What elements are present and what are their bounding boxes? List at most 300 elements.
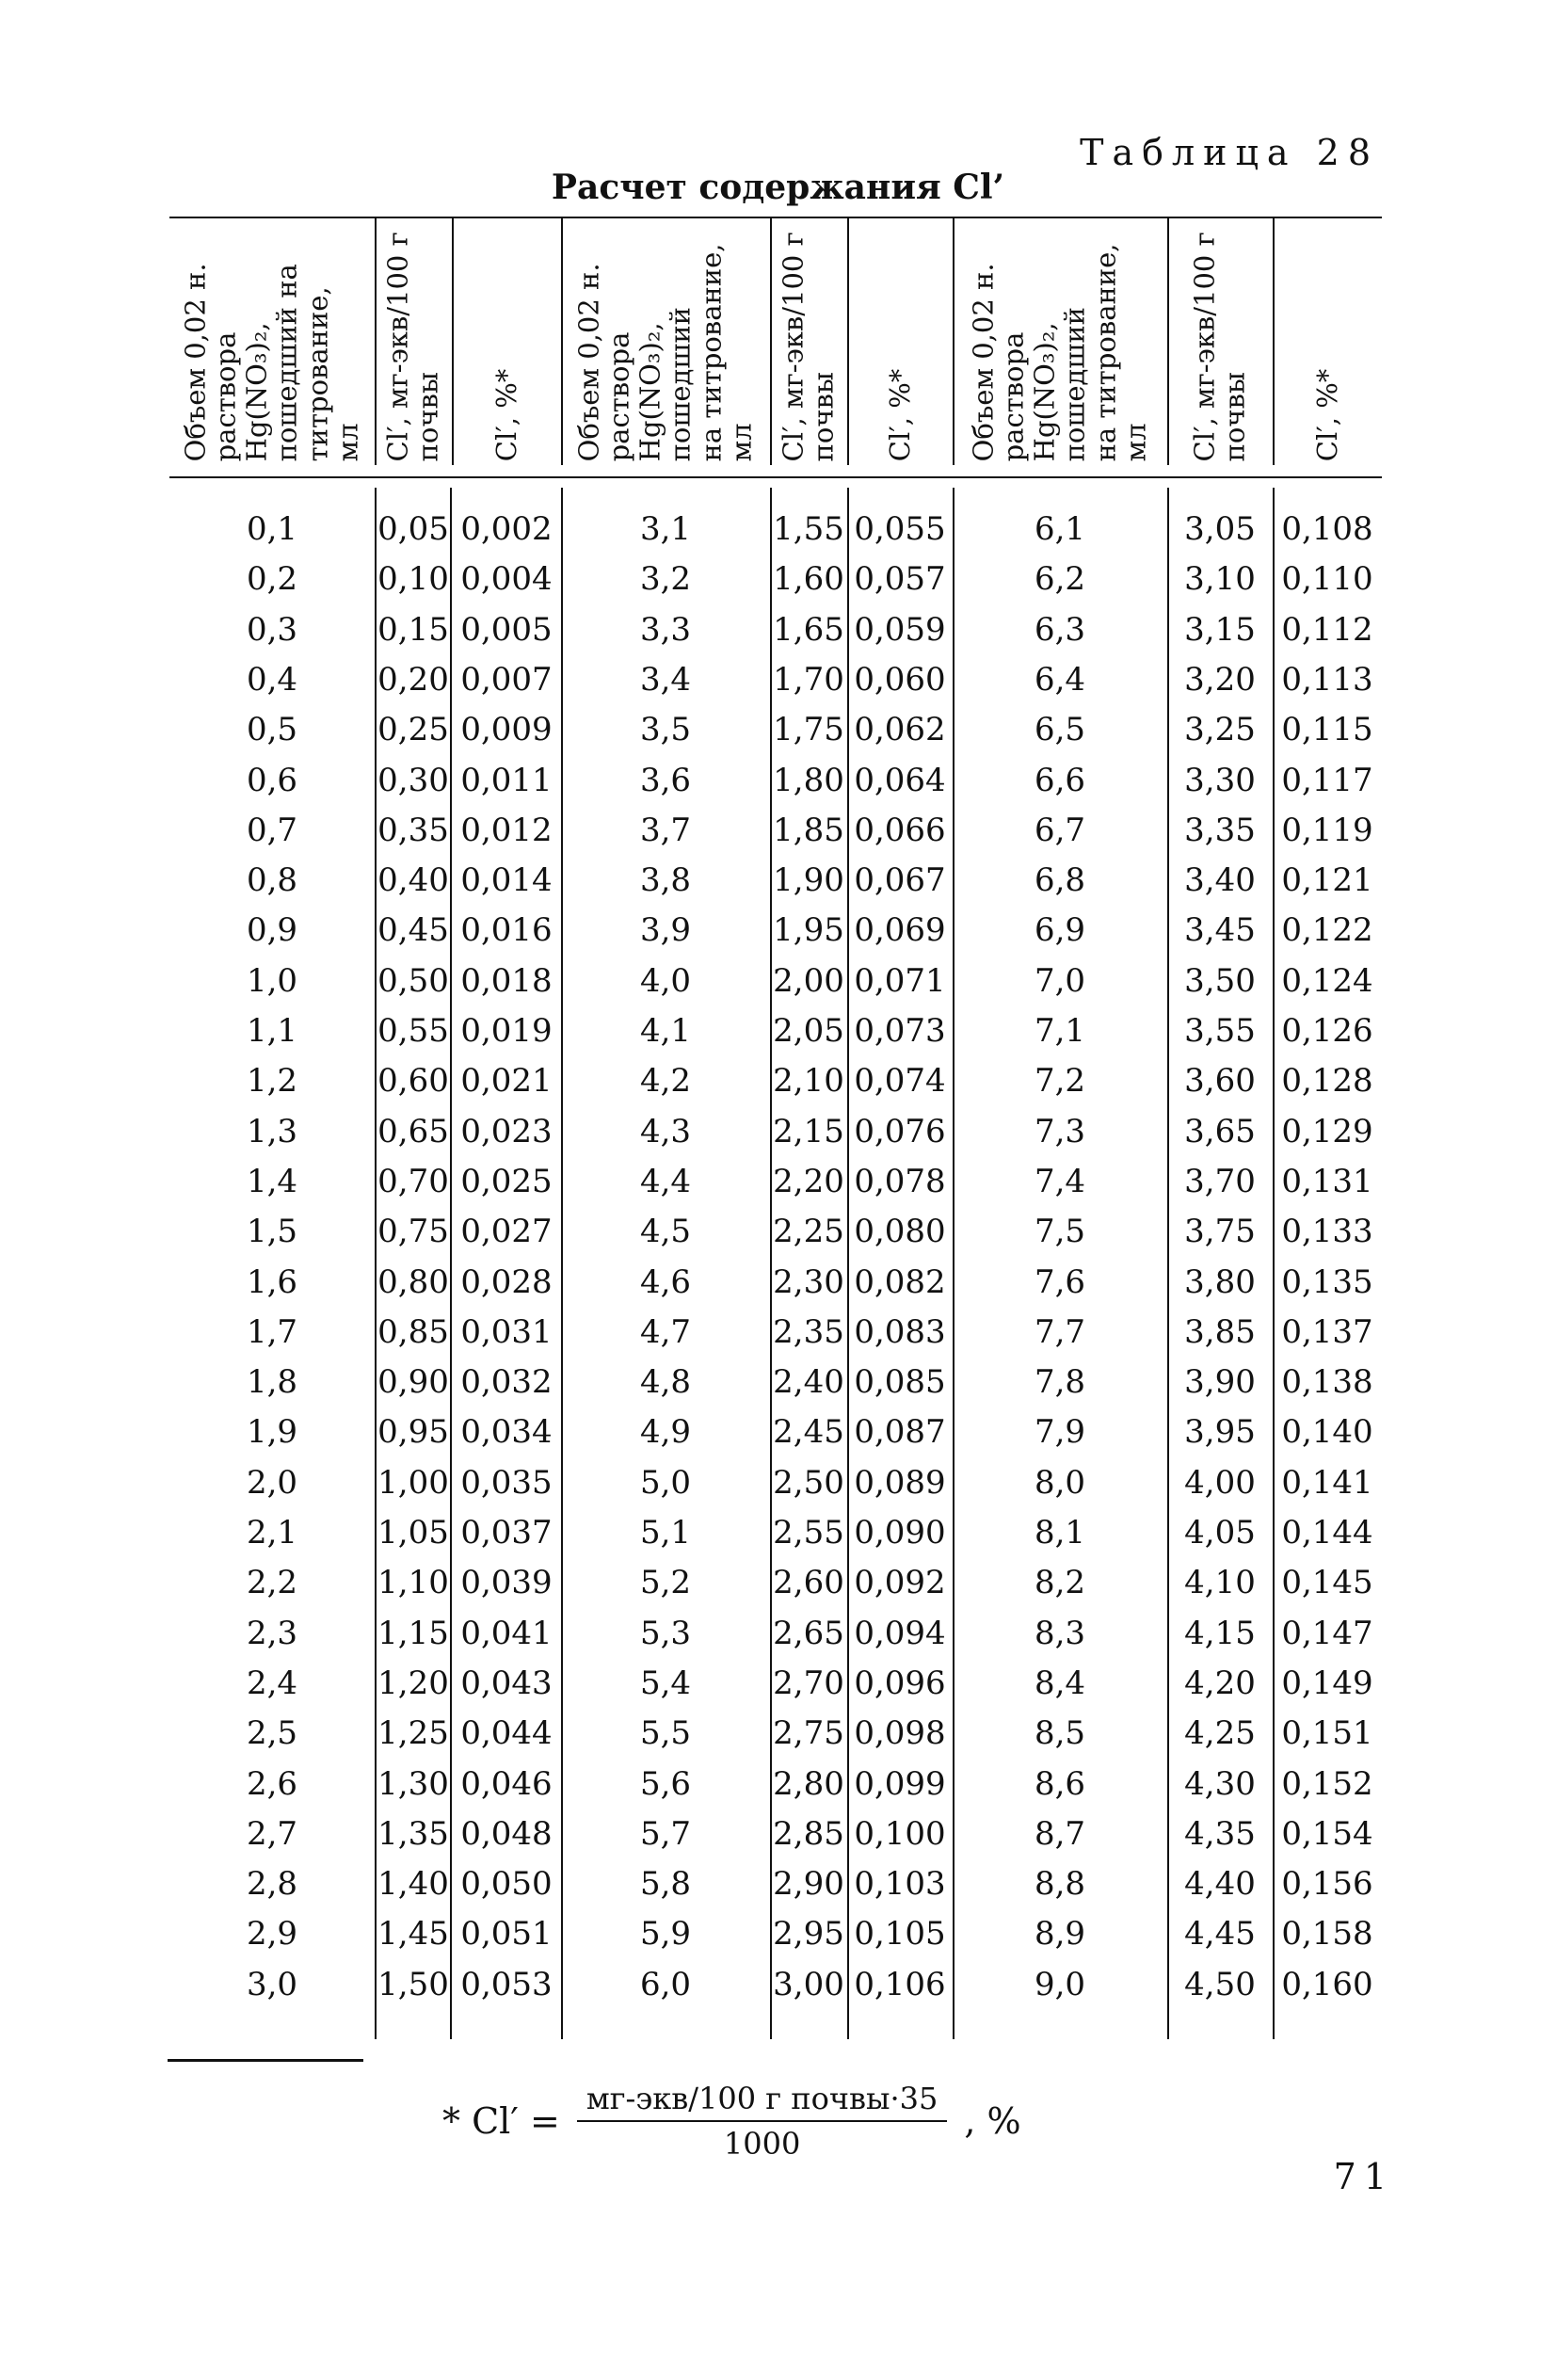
column-header-text: Объем 0,02 н. раствора Hg(NO₃)₂, пошедший на титрование, мл — [572, 243, 758, 461]
table-cell: 2,2 — [246, 1564, 298, 1602]
table-cell: 4,30 — [1184, 1764, 1256, 1803]
table-cell: 0,128 — [1281, 1062, 1373, 1101]
table-cell: 1,7 — [246, 1312, 298, 1351]
table-cell: 0,069 — [854, 911, 946, 950]
table-cell: 4,0 — [639, 961, 692, 1000]
table-cell: 2,8 — [246, 1865, 298, 1904]
table-cell: 2,4 — [246, 1664, 298, 1702]
column-header-8 — [1167, 218, 1273, 463]
table-cell: 1,30 — [377, 1764, 449, 1803]
table-cell: 0,122 — [1281, 911, 1373, 950]
table-cell: 1,3 — [246, 1112, 298, 1150]
table-cell: 0,096 — [854, 1664, 946, 1702]
table-cell: 0,131 — [1281, 1162, 1373, 1200]
table-cell: 4,1 — [639, 1012, 692, 1050]
table-cell: 0,90 — [377, 1363, 449, 1402]
table-cell: 0,082 — [854, 1262, 946, 1301]
table-cell: 0,089 — [854, 1463, 946, 1502]
table-cell: 8,0 — [1034, 1463, 1086, 1502]
table-cell: 1,4 — [246, 1162, 298, 1200]
table-cell: 1,45 — [377, 1915, 449, 1954]
table-cell: 4,05 — [1184, 1514, 1256, 1552]
table-cell: 2,6 — [246, 1764, 298, 1803]
table-cell: 2,30 — [773, 1262, 844, 1301]
table-cell: 0,050 — [460, 1865, 553, 1904]
table-cell: 4,40 — [1184, 1865, 1256, 1904]
table-cell: 1,35 — [377, 1814, 449, 1853]
table-cell: 0,4 — [246, 660, 298, 699]
column-header-9 — [1273, 218, 1382, 463]
table-cell: 4,10 — [1184, 1564, 1256, 1602]
column-header-6 — [847, 218, 953, 463]
table-cell: 1,25 — [377, 1714, 449, 1753]
footnote-rule — [168, 2059, 363, 2062]
table-cell: 5,3 — [639, 1614, 692, 1652]
table-cell: 0,078 — [854, 1162, 946, 1200]
table-cell: 0,85 — [377, 1312, 449, 1351]
table-cell: 4,15 — [1184, 1614, 1256, 1652]
column-header-text: Cl′, мг-экв/100 г почвы — [1188, 231, 1251, 461]
table-cell: 0,115 — [1281, 711, 1373, 749]
table-cell: 3,10 — [1184, 560, 1256, 599]
table-cell: 0,108 — [1281, 510, 1373, 548]
table-cell: 0,3 — [246, 610, 298, 649]
table-cell: 8,5 — [1034, 1714, 1086, 1753]
table-cell: 0,160 — [1281, 1965, 1373, 2003]
table-cell: 0,141 — [1281, 1463, 1373, 1502]
table-cell: 3,0 — [246, 1965, 298, 2003]
table-cell: 0,137 — [1281, 1312, 1373, 1351]
table-cell: 7,3 — [1034, 1112, 1086, 1150]
table-cell: 0,059 — [854, 610, 946, 649]
table-cell: 0,138 — [1281, 1363, 1373, 1402]
table-cell: 4,8 — [639, 1363, 692, 1402]
table-cell: 0,158 — [1281, 1915, 1373, 1954]
table-cell: 0,087 — [854, 1413, 946, 1452]
table-cell: 0,119 — [1281, 811, 1373, 849]
table-cell: 5,5 — [639, 1714, 692, 1753]
table-cell: 2,05 — [773, 1012, 844, 1050]
table-cell: 0,35 — [377, 811, 449, 849]
table-cell: 0,7 — [246, 811, 298, 849]
table-cell: 0,20 — [377, 660, 449, 699]
table-cell: 2,10 — [773, 1062, 844, 1101]
table-cell: 0,40 — [377, 861, 449, 900]
table-cell: 2,5 — [246, 1714, 298, 1753]
table-cell: 0,60 — [377, 1062, 449, 1101]
table-cell: 0,067 — [854, 861, 946, 900]
table-cell: 0,028 — [460, 1262, 553, 1301]
table-cell: 0,05 — [377, 510, 449, 548]
table-cell: 6,1 — [1034, 510, 1086, 548]
table-cell: 3,55 — [1184, 1012, 1256, 1050]
table-cell: 0,039 — [460, 1564, 553, 1602]
table-label: Таблица 28 — [1080, 132, 1379, 173]
table-cell: 0,145 — [1281, 1564, 1373, 1602]
table-cell: 2,0 — [246, 1463, 298, 1502]
table-cell: 0,110 — [1281, 560, 1373, 599]
table-cell: 0,044 — [460, 1714, 553, 1753]
table-cell: 8,7 — [1034, 1814, 1086, 1853]
table-cell: 1,8 — [246, 1363, 298, 1402]
table-cell: 0,152 — [1281, 1764, 1373, 1803]
table-cell: 1,20 — [377, 1664, 449, 1702]
table-cell: 3,9 — [639, 911, 692, 950]
table-cell: 3,40 — [1184, 861, 1256, 900]
table-cell: 5,0 — [639, 1463, 692, 1502]
table-cell: 0,70 — [377, 1162, 449, 1200]
table-cell: 3,20 — [1184, 660, 1256, 699]
table-cell: 8,3 — [1034, 1614, 1086, 1652]
table-cell: 5,4 — [639, 1664, 692, 1702]
table-cell: 0,80 — [377, 1262, 449, 1301]
column-header-7 — [953, 218, 1167, 463]
header-column-divider — [561, 218, 563, 465]
table-cell: 0,094 — [854, 1614, 946, 1652]
table-cell: 0,75 — [377, 1213, 449, 1251]
table-cell: 0,062 — [854, 711, 946, 749]
table-cell: 0,055 — [854, 510, 946, 548]
table-cell: 0,002 — [460, 510, 553, 548]
table-cell: 0,090 — [854, 1514, 946, 1552]
table-cell: 3,7 — [639, 811, 692, 849]
table-cell: 4,20 — [1184, 1664, 1256, 1702]
table-cell: 0,149 — [1281, 1664, 1373, 1702]
table-cell: 4,9 — [639, 1413, 692, 1452]
table-cell: 3,00 — [773, 1965, 844, 2003]
header-column-divider — [847, 218, 849, 465]
table-cell: 0,035 — [460, 1463, 553, 1502]
table-cell: 4,25 — [1184, 1714, 1256, 1753]
table-cell: 3,30 — [1184, 761, 1256, 799]
table-cell: 3,1 — [639, 510, 692, 548]
table-cell: 0,106 — [854, 1965, 946, 2003]
table-cell: 4,4 — [639, 1162, 692, 1200]
table-cell: 0,129 — [1281, 1112, 1373, 1150]
table-cell: 3,95 — [1184, 1413, 1256, 1452]
table-cell: 0,037 — [460, 1514, 553, 1552]
table-cell: 0,50 — [377, 961, 449, 1000]
table-cell: 1,15 — [377, 1614, 449, 1652]
table-cell: 1,1 — [246, 1012, 298, 1050]
table-cell: 0,105 — [854, 1915, 946, 1954]
table-cell: 0,112 — [1281, 610, 1373, 649]
footnote-numerator: мг-экв/100 г почвы·35 — [577, 2081, 948, 2122]
table-cell: 1,0 — [246, 961, 298, 1000]
table-cell: 0,8 — [246, 861, 298, 900]
table-cell: 0,085 — [854, 1363, 946, 1402]
table-cell: 0,007 — [460, 660, 553, 699]
table-cell: 7,4 — [1034, 1162, 1086, 1200]
table-cell: 3,35 — [1184, 811, 1256, 849]
table-cell: 0,064 — [854, 761, 946, 799]
table-cell: 0,011 — [460, 761, 553, 799]
table-cell: 0,025 — [460, 1162, 553, 1200]
table-cell: 0,080 — [854, 1213, 946, 1251]
table-cell: 3,75 — [1184, 1213, 1256, 1251]
table-cell: 6,8 — [1034, 861, 1086, 900]
table-cell: 0,95 — [377, 1413, 449, 1452]
footnote-formula — [442, 2081, 1021, 2162]
table-cell: 7,0 — [1034, 961, 1086, 1000]
footnote-fraction — [577, 2081, 948, 2162]
table-cell: 5,8 — [639, 1865, 692, 1904]
table-cell: 0,031 — [460, 1312, 553, 1351]
table-cell: 2,40 — [773, 1363, 844, 1402]
table-cell: 0,103 — [854, 1865, 946, 1904]
table-cell: 2,1 — [246, 1514, 298, 1552]
column-header-5 — [770, 218, 847, 463]
table-cell: 3,3 — [639, 610, 692, 649]
table-cell: 2,50 — [773, 1463, 844, 1502]
table-cell: 4,3 — [639, 1112, 692, 1150]
table-cell: 7,2 — [1034, 1062, 1086, 1101]
column-header-2 — [375, 218, 452, 463]
table-cell: 1,5 — [246, 1213, 298, 1251]
table-cell: 8,9 — [1034, 1915, 1086, 1954]
table-cell: 0,066 — [854, 811, 946, 849]
header-rule — [169, 476, 1382, 478]
table-cell: 1,00 — [377, 1463, 449, 1502]
table-cell: 0,100 — [854, 1814, 946, 1853]
table-cell: 0,133 — [1281, 1213, 1373, 1251]
table-cell: 2,60 — [773, 1564, 844, 1602]
table-cell: 6,2 — [1034, 560, 1086, 599]
table-cell: 3,8 — [639, 861, 692, 900]
table-cell: 0,5 — [246, 711, 298, 749]
table-cell: 0,121 — [1281, 861, 1373, 900]
table-cell: 7,5 — [1034, 1213, 1086, 1251]
table-cell: 0,156 — [1281, 1865, 1373, 1904]
table-cell: 0,2 — [246, 560, 298, 599]
table-cell: 0,034 — [460, 1413, 553, 1452]
table-cell: 0,117 — [1281, 761, 1373, 799]
table-cell: 0,151 — [1281, 1714, 1373, 1753]
table-cell: 2,35 — [773, 1312, 844, 1351]
table-cell: 0,053 — [460, 1965, 553, 2003]
table-cell: 6,0 — [639, 1965, 692, 2003]
table-cell: 1,55 — [773, 510, 844, 548]
table-cell: 1,10 — [377, 1564, 449, 1602]
table-cell: 0,9 — [246, 911, 298, 950]
table-cell: 0,032 — [460, 1363, 553, 1402]
column-header-text: Cl′, мг-экв/100 г почвы — [381, 231, 444, 461]
table-cell: 0,144 — [1281, 1514, 1373, 1552]
table-caption: Расчет содержания Cl’ — [551, 168, 1005, 207]
table-cell: 6,5 — [1034, 711, 1086, 749]
table-cell: 6,3 — [1034, 610, 1086, 649]
table-cell: 2,45 — [773, 1413, 844, 1452]
table-cell: 0,6 — [246, 761, 298, 799]
table-cell: 1,70 — [773, 660, 844, 699]
table-cell: 0,051 — [460, 1915, 553, 1954]
table-cell: 3,50 — [1184, 961, 1256, 1000]
table-cell: 0,027 — [460, 1213, 553, 1251]
table-cell: 1,40 — [377, 1865, 449, 1904]
table-cell: 1,9 — [246, 1413, 298, 1452]
table-cell: 4,00 — [1184, 1463, 1256, 1502]
table-cell: 0,15 — [377, 610, 449, 649]
table-cell: 1,50 — [377, 1965, 449, 2003]
table-cell: 0,046 — [460, 1764, 553, 1803]
table-cell: 7,1 — [1034, 1012, 1086, 1050]
table-cell: 0,092 — [854, 1564, 946, 1602]
table-cell: 0,126 — [1281, 1012, 1373, 1050]
table-cell: 0,076 — [854, 1112, 946, 1150]
table-cell: 0,113 — [1281, 660, 1373, 699]
table-cell: 3,45 — [1184, 911, 1256, 950]
table-cell: 9,0 — [1034, 1965, 1086, 2003]
table-cell: 8,1 — [1034, 1514, 1086, 1552]
table-cell: 0,005 — [460, 610, 553, 649]
table-cell: 7,9 — [1034, 1413, 1086, 1452]
table-cell: 3,90 — [1184, 1363, 1256, 1402]
table-cell: 0,140 — [1281, 1413, 1373, 1452]
table-cell: 0,25 — [377, 711, 449, 749]
table-cell: 3,15 — [1184, 610, 1256, 649]
table-cell: 6,9 — [1034, 911, 1086, 950]
table-cell: 2,15 — [773, 1112, 844, 1150]
table-cell: 3,4 — [639, 660, 692, 699]
table-cell: 0,30 — [377, 761, 449, 799]
table-cell: 6,6 — [1034, 761, 1086, 799]
column-header-text: Cl′, %* — [489, 368, 522, 461]
table-cell: 4,45 — [1184, 1915, 1256, 1954]
table-cell: 2,25 — [773, 1213, 844, 1251]
table-cell: 3,70 — [1184, 1162, 1256, 1200]
table-cell: 3,5 — [639, 711, 692, 749]
table-cell: 2,80 — [773, 1764, 844, 1803]
table-cell: 7,7 — [1034, 1312, 1086, 1351]
column-header-4 — [561, 218, 770, 463]
table-cell: 0,154 — [1281, 1814, 1373, 1853]
table-cell: 8,4 — [1034, 1664, 1086, 1702]
table-cell: 8,6 — [1034, 1764, 1086, 1803]
table-cell: 0,10 — [377, 560, 449, 599]
footnote-lhs: * Cl′ = — [442, 2100, 560, 2142]
table-cell: 1,2 — [246, 1062, 298, 1101]
table-cell: 5,6 — [639, 1764, 692, 1803]
table-cell: 1,85 — [773, 811, 844, 849]
table-cell: 0,071 — [854, 961, 946, 1000]
table-cell: 0,048 — [460, 1814, 553, 1853]
table-cell: 0,45 — [377, 911, 449, 950]
table-cell: 7,6 — [1034, 1262, 1086, 1301]
table-cell: 3,65 — [1184, 1112, 1256, 1150]
table-cell: 2,55 — [773, 1514, 844, 1552]
table-cell: 0,099 — [854, 1764, 946, 1803]
table-cell: 0,043 — [460, 1664, 553, 1702]
table-cell: 2,95 — [773, 1915, 844, 1954]
table-cell: 0,098 — [854, 1714, 946, 1753]
table-cell: 5,9 — [639, 1915, 692, 1954]
table-cell: 7,8 — [1034, 1363, 1086, 1402]
column-header-1 — [169, 218, 375, 463]
table-cell: 0,65 — [377, 1112, 449, 1150]
table-cell: 8,8 — [1034, 1865, 1086, 1904]
table-cell: 6,4 — [1034, 660, 1086, 699]
table-cell: 0,124 — [1281, 961, 1373, 1000]
header-column-divider — [375, 218, 377, 465]
table-cell: 2,75 — [773, 1714, 844, 1753]
table-cell: 2,65 — [773, 1614, 844, 1652]
table-cell: 5,1 — [639, 1514, 692, 1552]
table-cell: 3,2 — [639, 560, 692, 599]
table-cell: 3,60 — [1184, 1062, 1256, 1101]
header-column-divider — [1273, 218, 1275, 465]
table-cell: 4,6 — [639, 1262, 692, 1301]
table-cell: 4,7 — [639, 1312, 692, 1351]
table-cell: 2,70 — [773, 1664, 844, 1702]
table-cell: 0,009 — [460, 711, 553, 749]
table-cell: 3,80 — [1184, 1262, 1256, 1301]
table-cell: 1,75 — [773, 711, 844, 749]
table-cell: 3,85 — [1184, 1312, 1256, 1351]
table-cell: 0,060 — [854, 660, 946, 699]
table-cell: 1,6 — [246, 1262, 298, 1301]
table-cell: 2,9 — [246, 1915, 298, 1954]
table-cell: 2,90 — [773, 1865, 844, 1904]
footnote-denominator: 1000 — [723, 2126, 801, 2162]
table-cell: 1,95 — [773, 911, 844, 950]
table-cell: 1,05 — [377, 1514, 449, 1552]
table-cell: 0,014 — [460, 861, 553, 900]
table-cell: 1,65 — [773, 610, 844, 649]
table-cell: 0,012 — [460, 811, 553, 849]
table-cell: 4,35 — [1184, 1814, 1256, 1853]
table-cell: 0,074 — [854, 1062, 946, 1101]
table-cell: 0,021 — [460, 1062, 553, 1101]
table-cell: 0,004 — [460, 560, 553, 599]
table-cell: 3,6 — [639, 761, 692, 799]
table-cell: 2,20 — [773, 1162, 844, 1200]
table-cell: 3,25 — [1184, 711, 1256, 749]
table-cell: 0,018 — [460, 961, 553, 1000]
column-header-text: Cl′, %* — [883, 368, 916, 461]
header-column-divider — [770, 218, 772, 465]
header-column-divider — [1167, 218, 1169, 465]
table-cell: 0,073 — [854, 1012, 946, 1050]
table-cell: 1,60 — [773, 560, 844, 599]
column-header-3 — [452, 218, 561, 463]
table-cell: 0,083 — [854, 1312, 946, 1351]
table-cell: 2,7 — [246, 1814, 298, 1853]
column-header-text: Объем 0,02 н. раствора Hg(NO₃)₂, пошедший на титрование, мл — [967, 243, 1152, 461]
table-cell: 0,023 — [460, 1112, 553, 1150]
table-cell: 2,85 — [773, 1814, 844, 1853]
table-cell: 0,041 — [460, 1614, 553, 1652]
table-cell: 6,7 — [1034, 811, 1086, 849]
page-number: 71 — [1333, 2156, 1394, 2197]
header-column-divider — [953, 218, 954, 465]
table-cell: 1,90 — [773, 861, 844, 900]
table-cell: 0,135 — [1281, 1262, 1373, 1301]
column-header-text: Cl′, мг-экв/100 г почвы — [777, 231, 840, 461]
table-cell: 1,80 — [773, 761, 844, 799]
table-cell: 8,2 — [1034, 1564, 1086, 1602]
table-cell: 0,1 — [246, 510, 298, 548]
table-cell: 0,147 — [1281, 1614, 1373, 1652]
table-cell: 2,00 — [773, 961, 844, 1000]
column-header-text: Cl′, %* — [1310, 368, 1343, 461]
table-cell: 4,50 — [1184, 1965, 1256, 2003]
table-cell: 3,05 — [1184, 510, 1256, 548]
table-cell: 0,55 — [377, 1012, 449, 1050]
table-cell: 4,5 — [639, 1213, 692, 1251]
table-cell: 5,7 — [639, 1814, 692, 1853]
table-cell: 0,019 — [460, 1012, 553, 1050]
table-cell: 5,2 — [639, 1564, 692, 1602]
